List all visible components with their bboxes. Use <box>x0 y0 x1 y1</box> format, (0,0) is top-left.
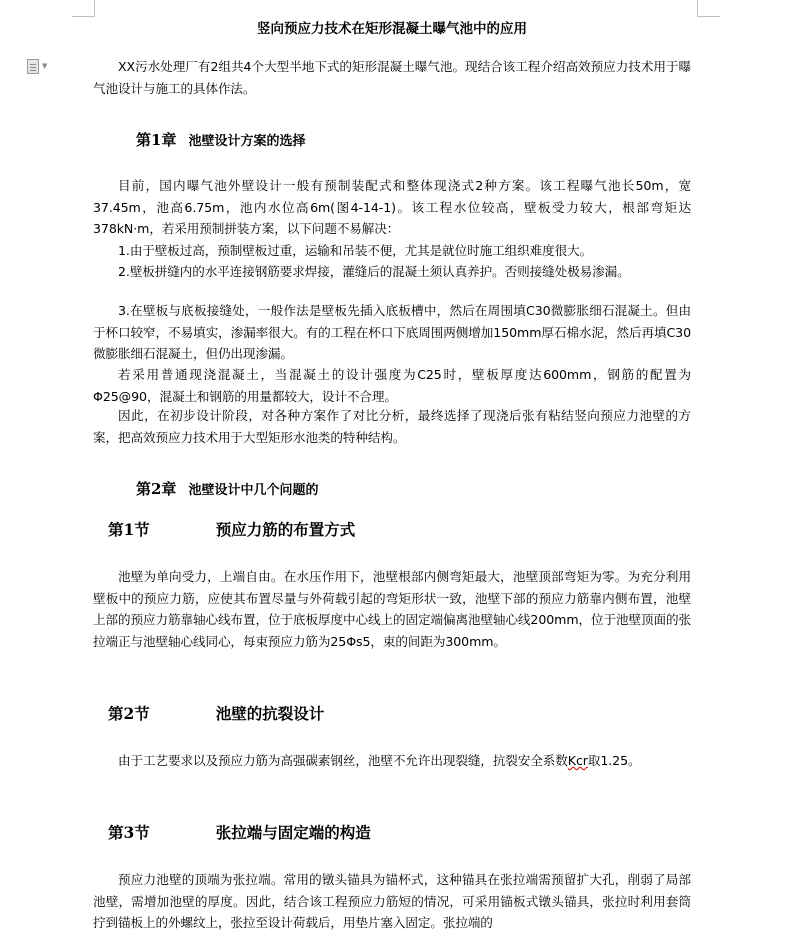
spellcheck-term[interactable]: Kcr <box>567 753 588 768</box>
chapter1-title: 池壁设计方案的选择 <box>188 134 306 149</box>
section2-heading <box>108 702 706 724</box>
section2-title: 池壁的抗裂设计 <box>215 704 325 723</box>
intro-paragraph: XX污水处理厂有2组共4个大型半地下式的矩形混凝土曝气池。现结合该工程介绍高效预应力技术用于曝气池设计与施工的具体作法。 <box>93 59 691 96</box>
page-corner-mark-left <box>72 0 95 17</box>
section1-paragraph: 池壁为单向受力，上端自由。在水压作用下，池壁根部内侧弯矩最大，池壁顶部弯矩为零。为充分利用壁板中的预应力筋，应使其布置尽量与外荷载引起的弯矩形状一致，池壁下部的预应力筋靠内侧布置，池壁上部的预应力筋靠轴心线布置，位于底板厚度中心线上的固定端偏离池壁轴心线200mm，位于池壁顶面的张拉端正与池壁轴心线同心，每束预应力筋为25Φs5，束的间距为300mm。 <box>93 569 691 649</box>
chapter2-number: 第2章 <box>136 480 177 498</box>
chapter1-paragraph: 因此，在初步设计阶段，对各种方案作了对比分析，最终选择了现浇后张有粘结竖向预应力池壁的方案，把高效预应力技术用于大型矩形水池类的特种结构。 <box>93 408 691 445</box>
section3-heading <box>108 821 706 843</box>
chapter2-title: 池壁设计中几个问题的 <box>188 483 319 498</box>
document-title: 竖向预应力技术在矩形混凝土曝气池中的应用 <box>257 21 527 37</box>
chapter1-list-item: 3.在壁板与底板接缝处，一般作法是壁板先插入底板槽中，然后在周围填C30微膨胀细石混凝土。但由于杯口较窄，不易填实，渗漏率很大。有的工程在杯口下底周围两侧增加150mm厚石棉水泥，然后再填C30微膨胀细石混凝土，但仍出现渗漏。 <box>93 303 691 362</box>
chapter1-list-item: 2.壁板拼缝内的水平连接钢筋要求焊接，灌缝后的混凝土须认真养护。否则接缝处极易渗漏。 <box>118 264 630 279</box>
chapter1-heading <box>136 129 734 150</box>
document-page-icon <box>27 59 39 74</box>
section1-number: 第1节 <box>108 520 150 539</box>
chevron-down-icon: ▼ <box>42 62 48 70</box>
section1-title: 预应力筋的布置方式 <box>215 520 356 539</box>
section1-heading <box>108 518 706 540</box>
chapter1-paragraph: 若采用普通现浇混凝土，当混凝土的设计强度为C25时，壁板厚度达600mm，钢筋的配置为Φ25@90，混凝土和钢筋的用量都较大，设计不合理。 <box>93 367 691 404</box>
section3-paragraph: 预应力池壁的顶端为张拉端。常用的镦头锚具为锚杯式，这种锚具在张拉端需预留扩大孔，削弱了局部池壁，需增加池壁的厚度。因此，结合该工程预应力筋短的情况，可采用锚板式镦头锚具，张拉时利用套筒拧到锚板上的外螺纹上，张拉至设计荷载后，用垫片塞入固定。张拉端的 <box>93 872 691 931</box>
document-icon[interactable] <box>27 59 47 75</box>
section2-text-before: 由于工艺要求以及预应力筋为高强碳素钢丝，池壁不允许出现裂缝，抗裂安全系数 <box>118 753 568 768</box>
section3-number: 第3节 <box>108 823 150 842</box>
chapter1-paragraph: 目前，国内曝气池外壁设计一般有预制装配式和整体现浇式2种方案。该工程曝气池长50m，宽37.45m，池高6.75m，池内水位高6m(图4-14-1)。该工程水位较高，壁板受力较大，根部弯矩达378kN·m，若采用预制拼装方案，以下问题不易解决： <box>93 178 691 237</box>
section2-text-after: 取1.25。 <box>587 753 641 768</box>
chapter1-number: 第1章 <box>136 131 177 149</box>
chapter1-list-item: 1.由于壁板过高，预制壁板过重，运输和吊装不便，尤其是就位时施工组织难度很大。 <box>118 243 593 258</box>
chapter2-heading <box>136 478 734 499</box>
page-corner-mark-right <box>697 0 720 17</box>
section2-paragraph <box>93 750 691 772</box>
section3-title: 张拉端与固定端的构造 <box>215 823 371 842</box>
section2-number: 第2节 <box>108 704 150 723</box>
